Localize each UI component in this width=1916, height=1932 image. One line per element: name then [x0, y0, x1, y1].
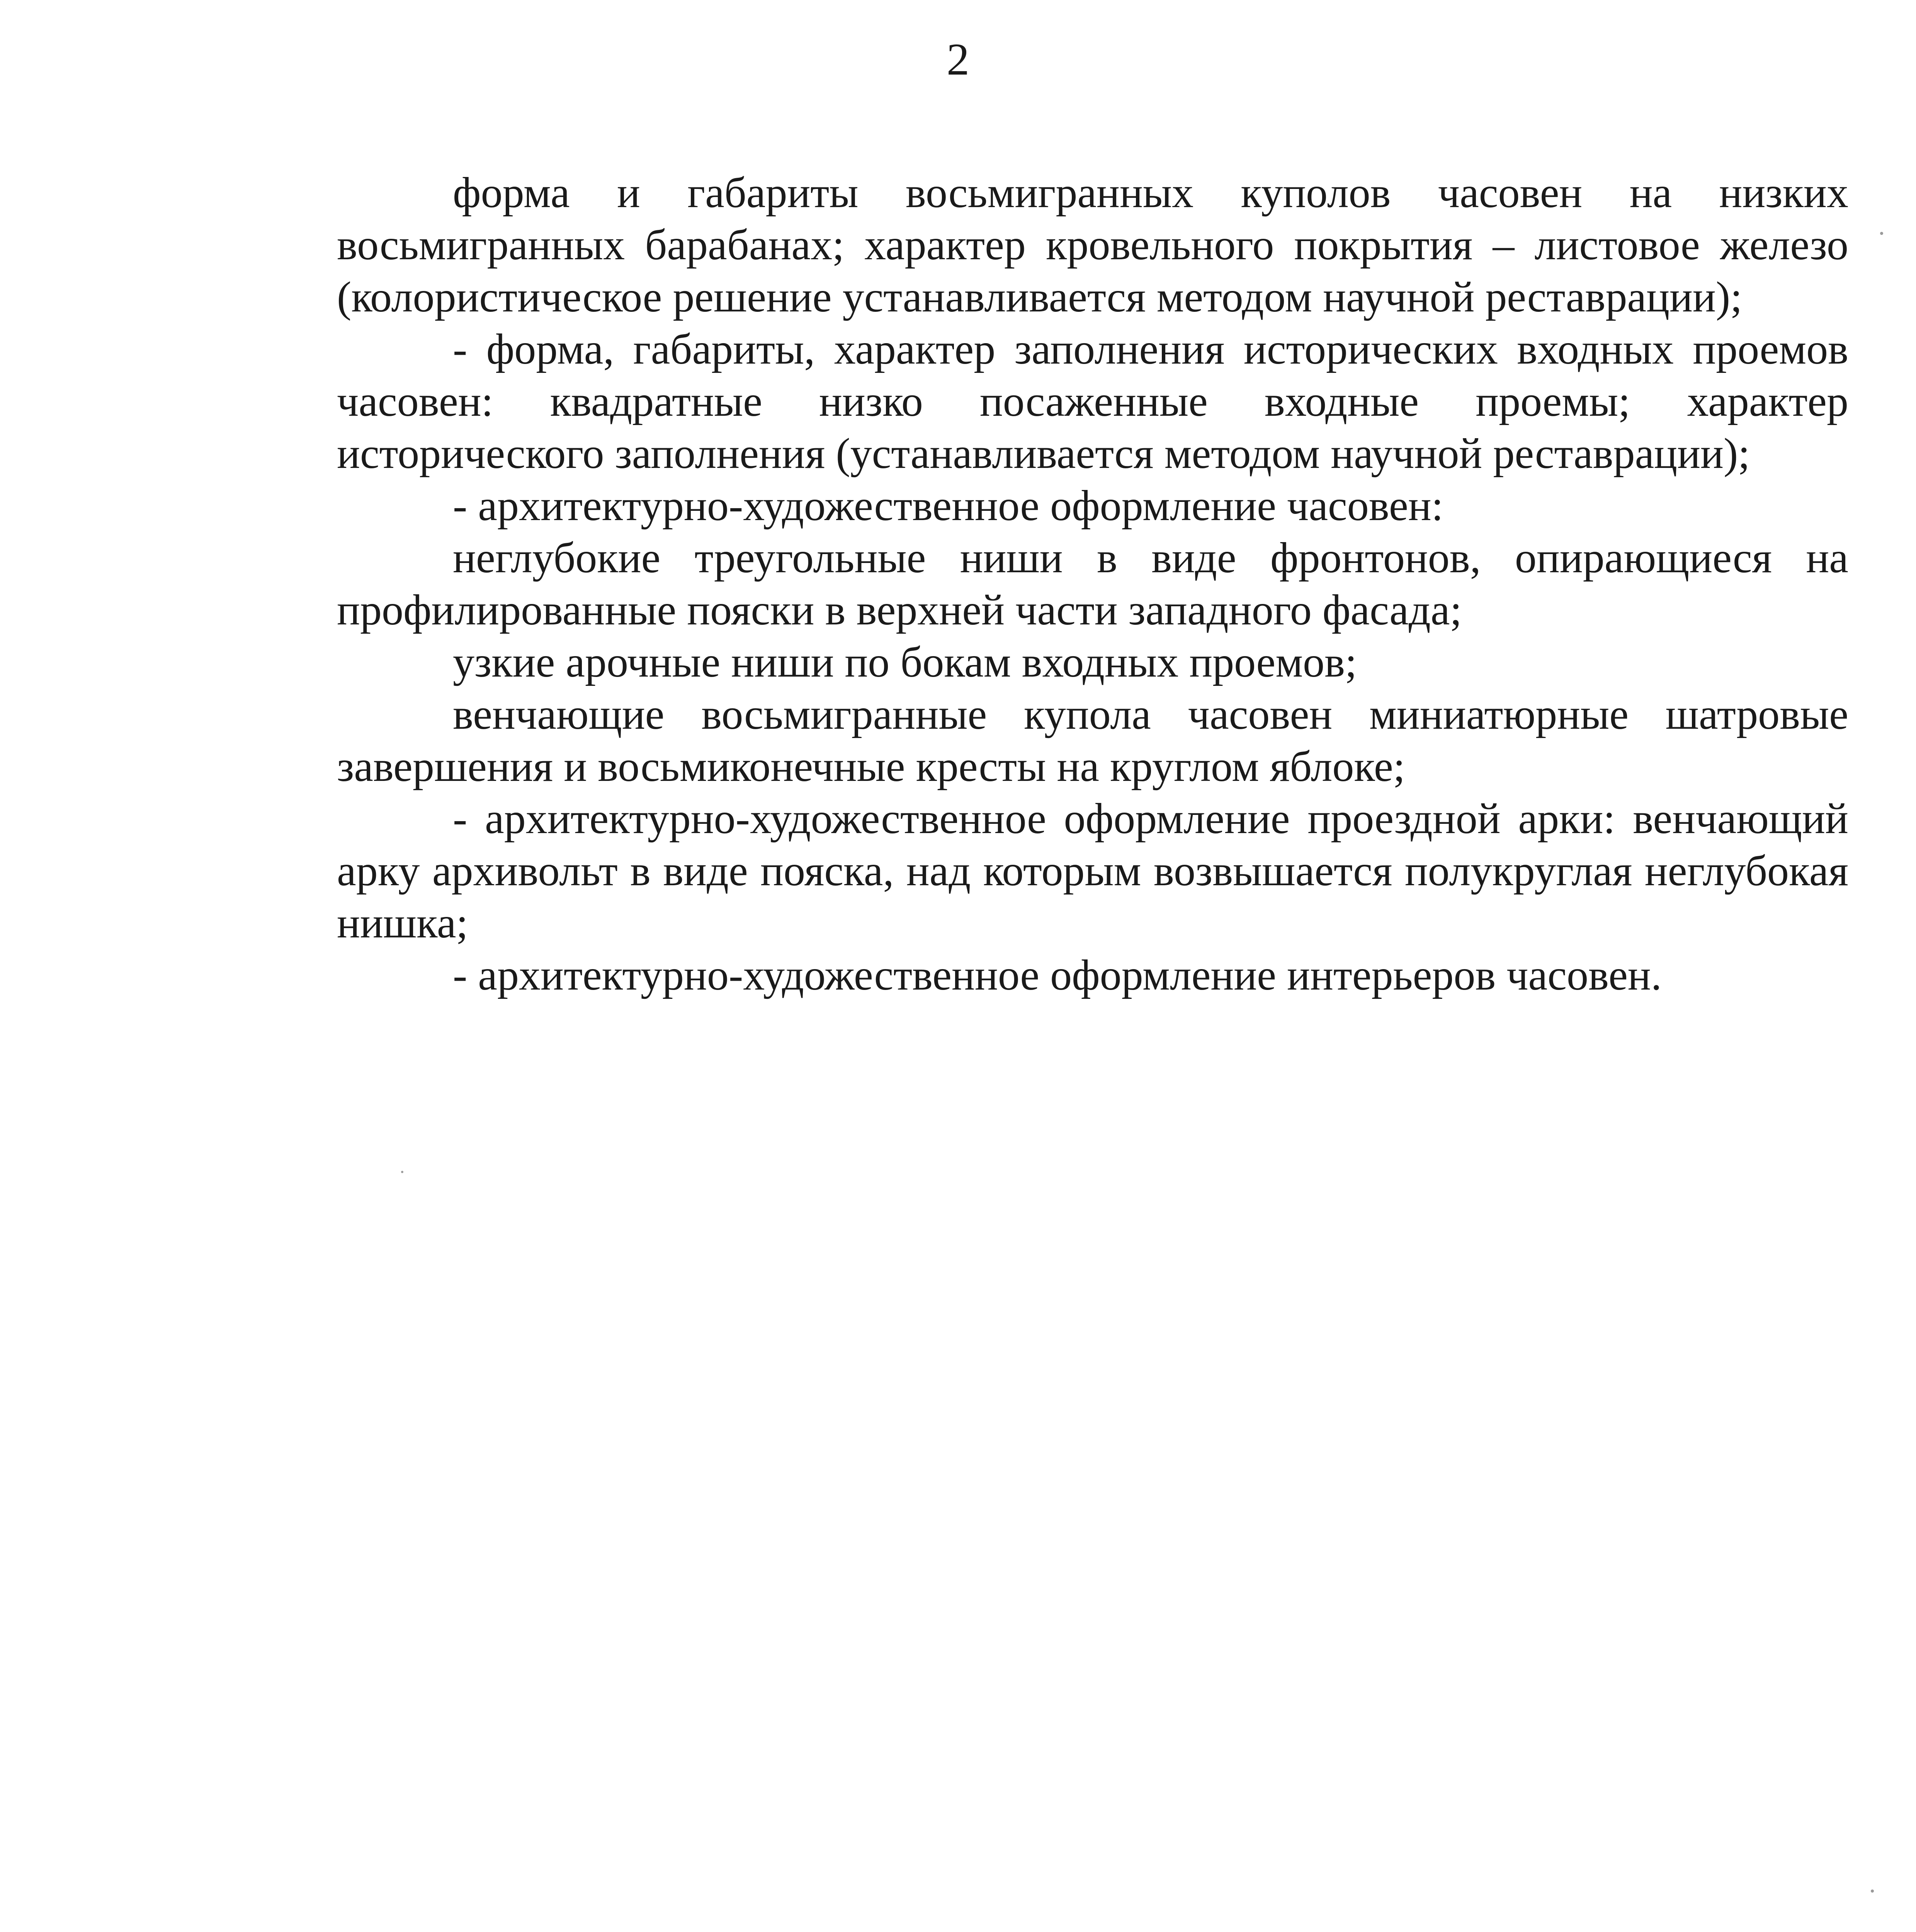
paragraph: форма и габариты восьмигранных куполов часовен на низких восьмигранных барабанах; характер кровельного покрытия – листовое железо (колористическое решение устанавливается методом научной реставрации); — [337, 169, 1848, 321]
page-number: 2 — [947, 34, 969, 85]
scan-speck — [401, 1171, 403, 1173]
scan-speck — [1880, 232, 1883, 235]
paragraph: - архитектурно-художественное оформление проездной арки: венчающий арку архивольт в виде пояска, над которым возвышается полукруглая неглубокая нишка; — [337, 795, 1848, 947]
scan-speck — [1871, 1889, 1874, 1893]
paragraph: - архитектурно-художественное оформление часовен: — [453, 482, 1443, 530]
paragraph: - архитектурно-художественное оформление интерьеров часовен. — [453, 951, 1662, 999]
paragraph: узкие арочные ниши по бокам входных проемов; — [453, 638, 1357, 686]
paragraph: венчающие восьмигранные купола часовен миниатюрные шатровые завершения и восьмиконечные кресты на круглом яблоке; — [337, 690, 1848, 791]
paragraph: неглубокие треугольные ниши в виде фронтонов, опирающиеся на профилированные пояски в верхней части западного фасада; — [337, 534, 1848, 634]
paragraph: - форма, габариты, характер заполнения исторических входных проемов часовен: квадратные низко посаженные входные проемы; характер исторического заполнения (устанавливается методом научной реставрации); — [337, 325, 1848, 478]
document-body — [337, 167, 1848, 1002]
